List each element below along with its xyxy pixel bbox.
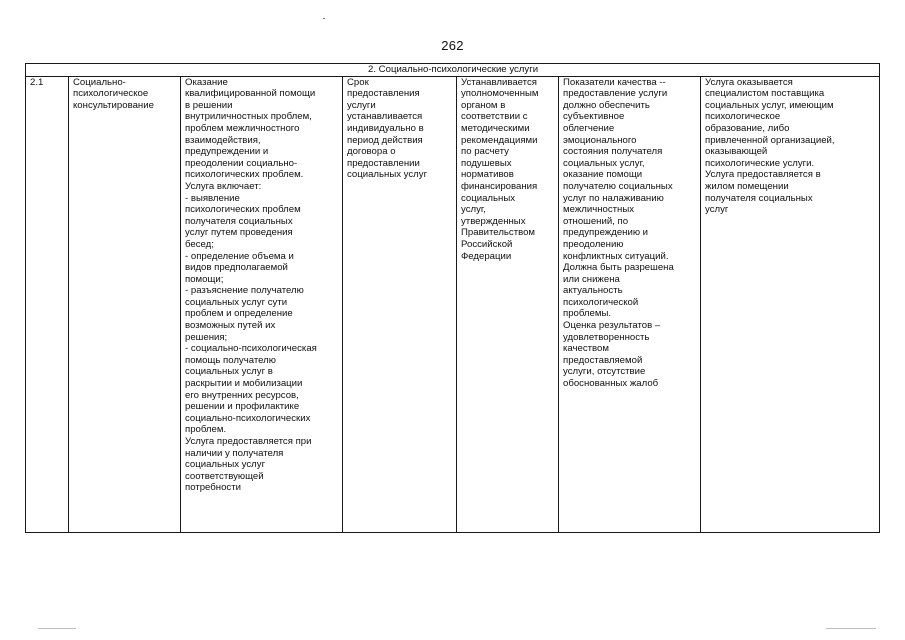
service-conditions-cell: Услуга оказывается специалистом поставщика социальных услуг, имеющим психологическое образование, либо привлеченной организацией, оказывающей психологические услуги. Услуга предоставляется в жилом помещении получателя социальных услуг [701,76,880,532]
service-content-cell: Оказание квалифицированной помощи в решении внутриличностных проблем, проблем межличностного взаимодействия, предупреждении и преодолении социально- психологических проблем. Услуга включает: - выявление психологических проблем получателя социальных услуг путем проведения бесед; - определение объема и видов предполагаемой помощи; - разъяснение получателю социальных услуг сути проблем и определение возможных путей их решения; - социально-психологическая помощь получателю социальных услуг в раскрытии и мобилизации его внутренних ресурсов, решении и профилактике социально-психологических проблем. Услуга предоставляется при наличии у получателя социальных услуг соответствующей потребности [181,76,343,532]
section-header-row [26,64,880,77]
scan-artifact-line-right [826,628,876,629]
scan-artifact-line-left [38,628,76,629]
row-number-cell: 2.1 [26,76,69,532]
quality-indicators-cell: Показатели качества -- предоставление услуги должно обеспечить субъективное облегчение эмоционального состояния получателя социальных услуг, оказание помощи получателю социальных услуг по налаживанию межличностных отношений, по предупреждению и преодолению конфликтных ситуаций. Должна быть разрешена или снижена актуальность психологической проблемы. Оценка результатов – удовлетворенность качеством предоставляемой услуги, отсутствие обоснованных жалоб [559,76,701,532]
services-table [25,63,880,533]
service-term-cell: Срок предоставления услуги устанавливается индивидуально в период действия договора о предоставлении социальных услуг [343,76,457,532]
table-row [26,76,880,532]
page-number: 262 [441,38,464,53]
service-name-cell: Социально- психологическое консультирование [69,76,181,532]
service-price-cell: Устанавливается уполномоченным органом в соответствии с методическими рекомендациями по расчету подушевых нормативов финансирования социальных услуг, утвержденных Правительством Российской Федерации [457,76,559,532]
scan-artifact-dot [323,18,325,19]
section-title: 2. Социально-психологические услуги [26,64,880,77]
